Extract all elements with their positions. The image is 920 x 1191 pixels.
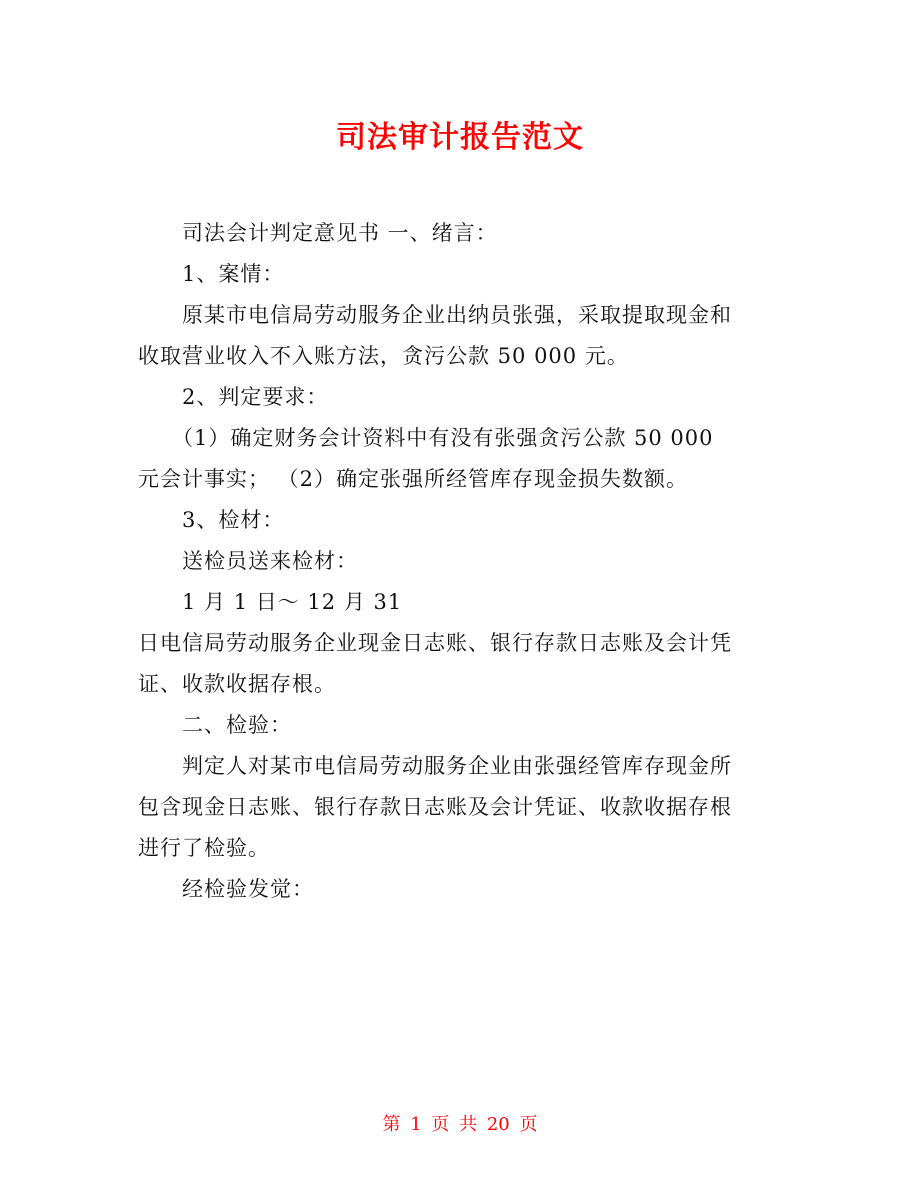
document-body (138, 213, 788, 910)
paragraph-line: 日电信局劳动服务企业现金日志账、银行存款日志账及会计凭 (138, 631, 732, 655)
paragraph-line: 证、收款收据存根。 (138, 672, 336, 696)
paragraph-line: 3、检材： (182, 508, 285, 532)
paragraph-line: 包含现金日志账、银行存款日志账及会计凭证、收款收据存根 (138, 795, 732, 819)
paragraph-line: （1）确定财务会计资料中有没有张强贪污公款 50 000 (172, 426, 714, 450)
paragraph-line: 判定人对某市电信局劳动服务企业由张强经管库存现金所 (182, 754, 732, 778)
paragraph-line: 二、检验： (182, 713, 292, 737)
paragraph-line: 元会计事实； （2）确定张强所经管库存现金损失数额。 (138, 467, 689, 491)
paragraph-line: 进行了检验。 (138, 836, 270, 860)
paragraph-line: 送检员送来检材： (182, 549, 358, 573)
paragraph-line: 司法会计判定意见书 一、绪言： (182, 221, 498, 245)
document-title: 司法审计报告范文 (336, 120, 584, 155)
paragraph-line: 原某市电信局劳动服务企业出纳员张强，采取提取现金和 (182, 303, 732, 327)
page-number-footer: 第 1 页 共 20 页 (382, 1114, 538, 1135)
paragraph-line: 2、判定要求： (182, 385, 329, 409)
paragraph-line: 经检验发觉： (182, 877, 314, 901)
paragraph-line: 1、案情： (182, 262, 285, 286)
paragraph-line: 收取营业收入不入账方法，贪污公款 50 000 元。 (138, 344, 629, 368)
paragraph-line: 1 月 1 日～ 12 月 31 (182, 590, 403, 614)
